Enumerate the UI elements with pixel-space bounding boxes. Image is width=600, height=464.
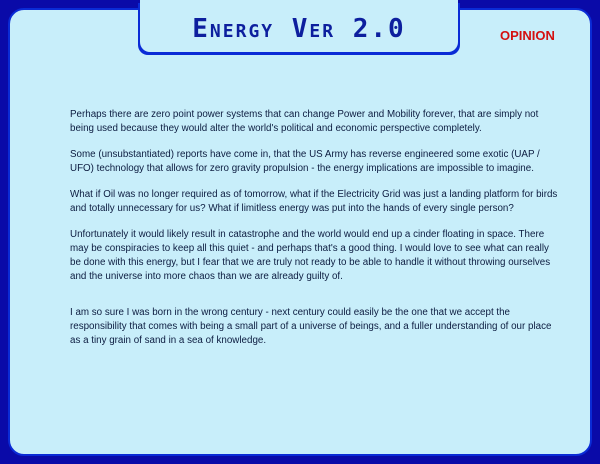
paragraph-4: Unfortunately it would likely result in catastrophe and the world would end up a cinder floating in space. There may be conspiracies to keep all this quiet - and perhaps that's a good thing. I would love to see what can really be done with this energy, but I fear that we are truly not ready to be able to handle it without throwing ourselves and the universe into more chaos than we are already guilty of.	[70, 229, 551, 282]
paragraph-2: Some (unsubstantiated) reports have come in, that the US Army has reverse engineered some exotic (UAP / UFO) technology that allows for zero gravity propulsion - the energy implications are impossible to imagine.	[70, 149, 540, 174]
article-body	[70, 108, 560, 360]
paragraph-3: What if Oil was no longer required as of tomorrow, what if the Electricity Grid was just a landing platform for birds and totally unnecessary for us? What if limitless energy was put into the hands of every single person?	[70, 189, 558, 214]
paragraph-1: Perhaps there are zero point power systems that can change Power and Mobility forever, that are simply not being used because they would alter the world's political and economic perspective completely.	[70, 109, 539, 134]
paragraph-5: I am so sure I was born in the wrong century - next century could easily be the one that we accept the responsibility that comes with being a small part of a universe of beings, and a fuller understanding of our place as a tiny grain of sand in a sea of knowledge.	[70, 307, 552, 346]
opinion-tag: OPINION	[500, 28, 555, 43]
page-title: Energy Ver 2.0	[192, 14, 406, 44]
